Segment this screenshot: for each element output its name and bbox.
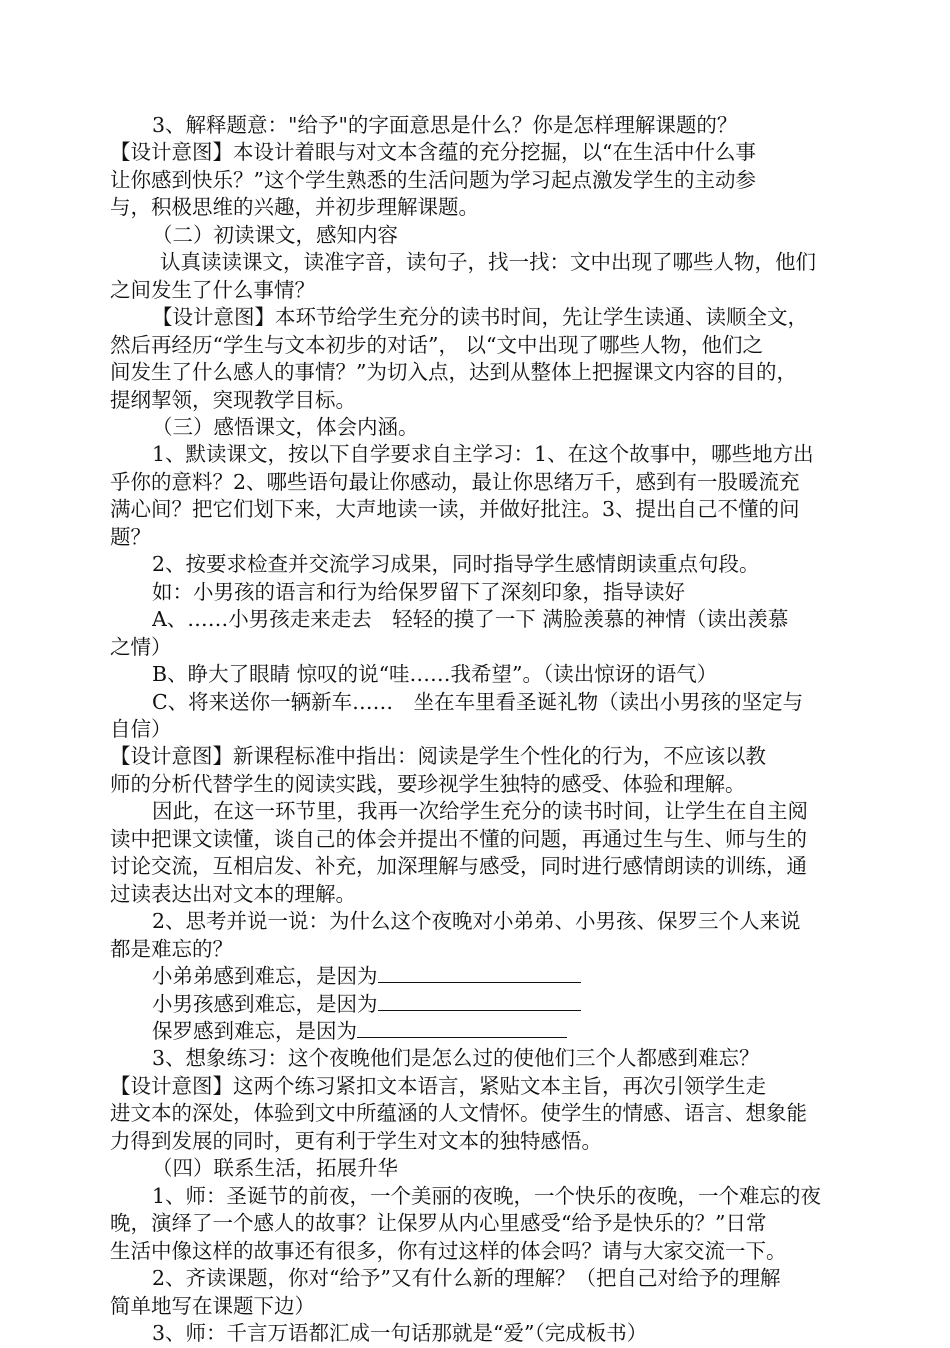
paragraph-line: 间发生了什么感人的事情？”为切入点，达到从整体上把握课文内容的目的，	[110, 360, 797, 384]
fill-blank-line	[152, 989, 897, 1019]
design-intent-line: 【设计意图】本环节给学生充分的读书时间，先让学生读通、读顺全文，	[152, 305, 808, 329]
answer-blank	[378, 990, 581, 1011]
section-heading: （四）联系生活，拓展升华	[152, 1156, 398, 1180]
design-intent-line: 【设计意图】新课程标准中指出：阅读是学生个性化的行为，不应该以教	[110, 744, 766, 768]
paragraph-line: 2、按要求检查并交流学习成果，同时指导学生感情朗读重点句段。	[152, 552, 760, 576]
paragraph-line: 生活中像这样的故事还有很多，你有过这样的体会吗？请与大家交流一下。	[110, 1239, 787, 1263]
paragraph-line: 如：小男孩的语言和行为给保罗留下了深刻印象，指导读好	[152, 580, 685, 604]
paragraph-line: 简单地写在课题下边）	[110, 1294, 315, 1318]
paragraph-line: 题？	[110, 525, 151, 549]
paragraph-line: 都是难忘的？	[110, 937, 233, 961]
paragraph-line: B、睁大了眼睛 惊叹的说“哇……我希望”。（读出惊讶的语气）	[152, 662, 718, 686]
design-intent-line: 【设计意图】这两个练习紧扣文本语言，紧贴文本主旨，再次引领学生走	[110, 1074, 766, 1098]
paragraph-line: C、将来送你一辆新车…… 坐在车里看圣诞礼物（读出小男孩的坚定与	[152, 690, 804, 714]
paragraph-line: 因此，在这一环节里，我再一次给学生充分的读书时间，让学生在自主阅	[152, 799, 808, 823]
fill-blank-line	[152, 1016, 897, 1046]
design-intent-line: 【设计意图】本设计着眼与对文本含蕴的充分挖掘，以“在生活中什么事	[110, 140, 756, 164]
paragraph-line: 讨论交流，互相启发、补充，加深理解与感受，同时进行感情朗读的训练，通	[110, 854, 807, 878]
paragraph-line: 之间发生了什么事情？	[110, 278, 315, 302]
paragraph-line: 进文本的深处，体验到文中所蕴涵的人文情怀。使学生的情感、语言、想象能	[110, 1101, 807, 1125]
paragraph-line: 1、师：圣诞节的前夜，一个美丽的夜晚，一个快乐的夜晚，一个难忘的夜	[152, 1184, 822, 1208]
paragraph-line: 自信）	[110, 717, 172, 741]
paragraph-line: 满心间？把它们划下来，大声地读一读，并做好批注。3、提出自己不懂的问	[110, 497, 800, 521]
paragraph-line: A、……小男孩走来走去 轻轻的摸了一下 满脸羡慕的神情（读出羡慕	[152, 607, 789, 631]
paragraph-line: 1、默读课文，按以下自学要求自主学习：1、在这个故事中，哪些地方出	[152, 442, 814, 466]
answer-blank	[378, 962, 581, 983]
paragraph-line: 3、解释题意："给予"的字面意思是什么？你是怎样理解课题的？	[152, 113, 738, 137]
section-heading: （二）初读课文，感知内容	[152, 223, 398, 247]
fill-blank-prompt: 保罗感到难忘，是因为	[152, 1019, 357, 1043]
paragraph-line: 晚，演绎了一个感人的故事？让保罗从内心里感受“给予是快乐的？”日常	[110, 1211, 767, 1235]
paragraph-line: 乎你的意料？2、哪些语句最让你感动，最让你思绪万千，感到有一股暖流充	[110, 470, 800, 494]
paragraph-line: 师的分析代替学生的阅读实践，要珍视学生独特的感受、体验和理解。	[110, 772, 746, 796]
fill-blank-prompt: 小弟弟感到难忘，是因为	[152, 964, 378, 988]
paragraph-line: 认真读读课文，读准字音，读句子，找一找：文中出现了哪些人物，他们	[160, 250, 816, 274]
paragraph-line: 然后再经历“学生与文本初步的对话”， 以“文中出现了哪些人物，他们之	[110, 333, 763, 357]
fill-blank-prompt: 小男孩感到难忘，是因为	[152, 992, 378, 1016]
paragraph-line: 提纲挈领，突现教学目标。	[110, 388, 356, 412]
paragraph-line: 读中把课文读懂，谈自己的体会并提出不懂的问题，再通过生与生、师与生的	[110, 827, 807, 851]
paragraph-line: 3、想象练习：这个夜晚他们是怎么过的使他们三个人都感到难忘？	[152, 1046, 760, 1070]
paragraph-line: 3、师：千言万语都汇成一句话那就是“爱”（完成板书）	[152, 1321, 648, 1345]
paragraph-line: 2、齐读课题，你对“给予”又有什么新的理解？（把自己对给予的理解	[152, 1266, 781, 1290]
paragraph-line: 过读表达出对文本的理解。	[110, 882, 356, 906]
paragraph-line: 2、思考并说一说：为什么这个夜晚对小弟弟、小男孩、保罗三个人来说	[152, 909, 801, 933]
section-heading: （三）感悟课文，体会内涵。	[152, 415, 419, 439]
paragraph-line: 力得到发展的同时，更有利于学生对文本的独特感悟。	[110, 1129, 602, 1153]
paragraph-line: 与，积极思维的兴趣，并初步理解课题。	[110, 195, 479, 219]
fill-blank-line	[152, 961, 897, 991]
answer-blank	[357, 1017, 567, 1038]
paragraph-line: 让你感到快乐？”这个学生熟悉的生活问题为学习起点激发学生的主动参	[110, 168, 756, 192]
paragraph-line: 之情）	[110, 635, 172, 659]
